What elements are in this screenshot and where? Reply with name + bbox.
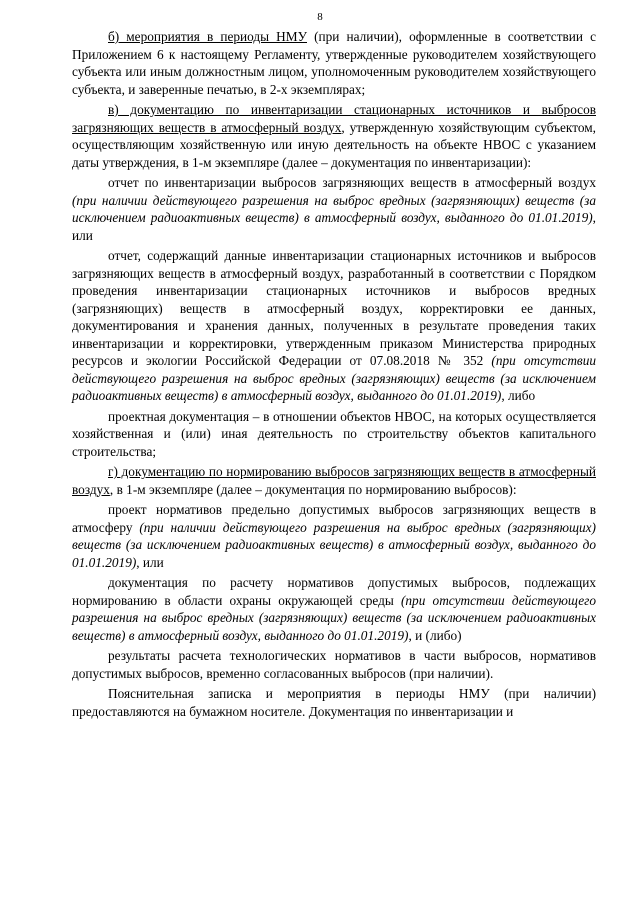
paragraph [72,574,596,644]
text-run: , и (либо) [408,627,462,643]
paragraph [72,28,596,98]
text-run: проект нормативов предельно допустимых выбросов загрязняющих веществ в атмосферу [72,502,596,535]
section-heading: б) мероприятия в периоды НМУ [108,29,307,44]
italic-note: (при отсутствии действующего разрешения на выброс вредных (загрязняющих) веществ (за исключением радиоактивных веществ) в атмосферный воздух, выданного до 01.01.2019) [72,353,597,403]
paragraph [72,647,596,682]
document-body [72,28,596,723]
text-run: отчет, содержащий данные инвентаризации стационарных источников и выбросов загрязняющих веществ в атмосферный воздух, разработанный в соответствии с Порядком проведения инвентаризации стационарных источников и выбросов вредных (загрязняющих) веществ в атмосферный воздух, корректировки ее данных, документирования и хранения данных, полученных в результате проведения таких инвентаризации и корректировки, утвержденным приказом Министерства природных ресурсов и экологии Российской Федерации от 07.08.2018 № 352 [72,248,596,368]
text-run: , либо [501,388,536,403]
paragraph [72,463,596,498]
italic-note: (при наличии действующего разрешения на выброс вредных (загрязняющих) веществ (за исключением радиоактивных веществ) в атмосферный воздух, выданного до 01.01.2019) [72,192,596,225]
text-run: документация по расчету нормативов допустимых выбросов, подлежащих нормированию в области охраны окружающей среды [72,575,596,608]
paragraph [72,101,596,171]
paragraph [72,501,596,571]
text-run: проектная документация – в отношении объектов НВОС, на которых осуществляется хозяйственная и (или) иная деятельность по строительству объектов капитального строительства; [72,408,596,459]
section-heading: в) документацию по инвентаризации стационарных источников и выбросов загрязняющих веществ в атмосферный воздух [72,102,596,135]
text-run: (при наличии), оформленные в соответствии с Приложением 6 к настоящему Регламенту, утвержденные руководителем хозяйствующего субъекта или иным должностным лицом, уполномоченным руководителем хозяйствующего субъекта, и заверенные печатью, в 2-х экземплярах; [72,29,596,97]
paragraph [72,174,596,244]
paragraph [72,408,596,461]
section-heading: г) документацию по нормированию выбросов загрязняющих веществ в атмосферный воздух [72,464,596,497]
text-run: Пояснительная записка и мероприятия в периоды НМУ (при наличии) предоставляются на бумажном носителе. Документация по инвентаризации и [72,686,596,719]
text-run: отчет по инвентаризации выбросов загрязняющих веществ в атмосферный воздух [108,175,596,190]
text-run: , или [72,210,596,243]
text-run: результаты расчета технологических нормативов в части выбросов, нормативов допустимых выбросов, временно согласованных выбросов (при наличии). [72,648,596,681]
text-run: , утвержденную хозяйствующим субъектом, осуществляющим хозяйственную или иную деятельность на объекте НВОС с указанием даты утверждения, в 1-м экземпляре (далее – документация по инвентаризации): [72,119,596,170]
paragraph [72,685,596,720]
page-number: 8 [317,11,323,23]
text-run: , в 1-м экземпляре (далее – документация по нормированию выбросов): [109,481,517,497]
italic-note: (при наличии действующего разрешения на выброс вредных (загрязняющих) веществ (за исключением радиоактивных веществ) в атмосферный воздух, выданного до 01.01.2019) [72,519,596,570]
paragraph [72,247,596,405]
italic-note: (при отсутствии действующего разрешения на выброс вредных (загрязняющих) веществ (за исключением радиоактивных веществ) в атмосферный воздух, выданного до 01.01.2019) [72,592,596,643]
text-run: , или [136,554,164,570]
